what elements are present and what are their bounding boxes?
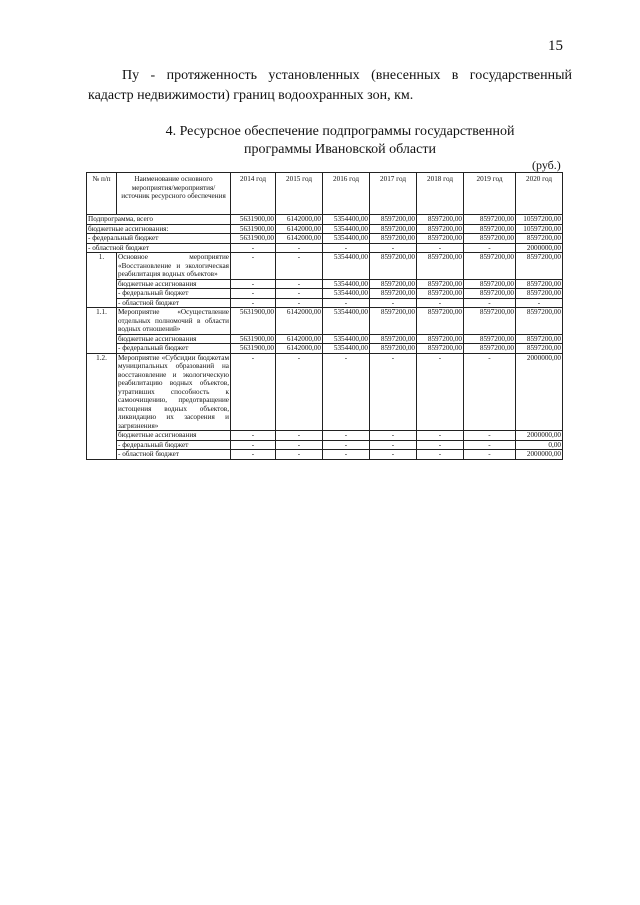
value-cell: 8597200,00: [370, 215, 417, 225]
value-cell: 8597200,00: [516, 334, 563, 344]
value-cell: 2000000,00: [516, 450, 563, 460]
value-cell: 8597200,00: [516, 234, 563, 244]
header-cell: 2015 год: [276, 173, 323, 215]
value-cell: -: [417, 298, 464, 308]
value-cell: -: [464, 431, 516, 441]
value-cell: 8597200,00: [370, 253, 417, 280]
row-label: - федеральный бюджет: [117, 440, 231, 450]
row-label: Подпрограмма, всего: [87, 215, 231, 225]
value-cell: 8597200,00: [370, 279, 417, 289]
value-cell: 8597200,00: [516, 253, 563, 280]
value-cell: 5354400,00: [323, 344, 370, 354]
value-cell: -: [323, 243, 370, 253]
value-cell: 8597200,00: [417, 215, 464, 225]
header-cell: 2020 год: [516, 173, 563, 215]
header-cell: 2019 год: [464, 173, 516, 215]
row-label: - федеральный бюджет: [87, 234, 231, 244]
summary-row: [87, 234, 563, 244]
value-cell: 8597200,00: [516, 279, 563, 289]
value-cell: -: [231, 243, 276, 253]
value-cell: -: [231, 253, 276, 280]
value-cell: 5631900,00: [231, 308, 276, 335]
activity-number: 1.: [87, 253, 117, 308]
value-cell: 2000000,00: [516, 431, 563, 441]
value-cell: -: [464, 298, 516, 308]
value-cell: 8597200,00: [417, 234, 464, 244]
summary-row: [87, 243, 563, 253]
funding-source-row: [87, 289, 563, 299]
header-cell: 2018 год: [417, 173, 464, 215]
activity-title: Основное мероприятие «Восстановление и экологическая реабилитация водных объектов»: [118, 253, 229, 278]
activity-row: [87, 253, 563, 280]
value-cell: -: [276, 440, 323, 450]
value-cell: 8597200,00: [464, 224, 516, 234]
value-cell: -: [464, 353, 516, 431]
value-cell: -: [231, 431, 276, 441]
value-cell: 8597200,00: [370, 334, 417, 344]
value-cell: 8597200,00: [516, 289, 563, 299]
header-cell: 2017 год: [370, 173, 417, 215]
value-cell: -: [276, 279, 323, 289]
value-cell: 10597200,00: [516, 215, 563, 225]
activity-title: Мероприятие «Осуществление отдельных полномочий в области водных отношений»: [118, 308, 229, 333]
header-cell: 2014 год: [231, 173, 276, 215]
value-cell: 8597200,00: [417, 308, 464, 335]
value-cell: 8597200,00: [464, 234, 516, 244]
value-cell: -: [323, 431, 370, 441]
intro-paragraph: Пу - протяженность установленных (внесенных в государственный кадастр недвижимости) границ водоохранных зон, км.: [88, 68, 572, 103]
value-cell: -: [231, 450, 276, 460]
value-cell: 5354400,00: [323, 308, 370, 335]
funding-source-row: [87, 279, 563, 289]
header-cell: Наименование основного мероприятия/мероприятия/ источник ресурсного обеспечения: [117, 173, 231, 215]
funding-source-row: [87, 440, 563, 450]
value-cell: -: [417, 353, 464, 431]
header-cell: № п/п: [87, 173, 117, 215]
value-cell: 2000000,00: [516, 353, 563, 431]
value-cell: 8597200,00: [417, 224, 464, 234]
value-cell: -: [276, 298, 323, 308]
value-cell: -: [276, 450, 323, 460]
page-number: 15: [548, 38, 563, 54]
summary-row: [87, 215, 563, 225]
summary-row: [87, 224, 563, 234]
value-cell: 8597200,00: [464, 334, 516, 344]
value-cell: 5631900,00: [231, 224, 276, 234]
funding-source-row: [87, 431, 563, 441]
row-label: - федеральный бюджет: [117, 344, 231, 354]
row-label: - областной бюджет: [117, 298, 231, 308]
value-cell: 8597200,00: [516, 344, 563, 354]
value-cell: -: [323, 298, 370, 308]
value-cell: 8597200,00: [417, 344, 464, 354]
value-cell: 5631900,00: [231, 215, 276, 225]
value-cell: 2000000,00: [516, 243, 563, 253]
value-cell: -: [276, 431, 323, 441]
value-cell: 8597200,00: [464, 308, 516, 335]
value-cell: 5354400,00: [323, 279, 370, 289]
row-label: бюджетные ассигнования: [117, 279, 231, 289]
row-label: - федеральный бюджет: [117, 289, 231, 299]
value-cell: -: [417, 431, 464, 441]
value-cell: -: [276, 253, 323, 280]
value-cell: 8597200,00: [370, 289, 417, 299]
value-cell: 8597200,00: [464, 289, 516, 299]
value-cell: -: [231, 440, 276, 450]
value-cell: 8597200,00: [464, 279, 516, 289]
value-cell: -: [276, 353, 323, 431]
funding-source-row: [87, 298, 563, 308]
unit-label: (руб.): [532, 158, 561, 172]
value-cell: -: [276, 289, 323, 299]
value-cell: 6142000,00: [276, 334, 323, 344]
value-cell: 8597200,00: [417, 253, 464, 280]
value-cell: -: [370, 243, 417, 253]
table-header-row: [87, 173, 563, 215]
value-cell: -: [231, 298, 276, 308]
row-label: - областной бюджет: [87, 243, 231, 253]
funding-source-row: [87, 450, 563, 460]
value-cell: 6142000,00: [276, 224, 323, 234]
value-cell: -: [417, 450, 464, 460]
row-label: - областной бюджет: [117, 450, 231, 460]
value-cell: 5354400,00: [323, 215, 370, 225]
value-cell: 8597200,00: [464, 215, 516, 225]
value-cell: 8597200,00: [464, 344, 516, 354]
value-cell: -: [323, 440, 370, 450]
value-cell: 5631900,00: [231, 234, 276, 244]
value-cell: -: [231, 279, 276, 289]
row-label: бюджетные ассигнования: [117, 334, 231, 344]
value-cell: 0,00: [516, 440, 563, 450]
activity-number: 1.2.: [87, 353, 117, 459]
value-cell: 8597200,00: [370, 234, 417, 244]
activity-title: Мероприятие «Субсидии бюджетам муниципальных образований на восстановление и экологическую реабилитацию водных объектов, утративших способность к самоочищению, предотвращение истощения водных объектов, ликвидацию их засорения и загрязнения»: [118, 353, 229, 430]
value-cell: -: [370, 431, 417, 441]
value-cell: 8597200,00: [464, 253, 516, 280]
value-cell: -: [464, 243, 516, 253]
resource-table: [86, 172, 563, 460]
value-cell: -: [231, 353, 276, 431]
value-cell: 6142000,00: [276, 215, 323, 225]
row-label: бюджетные ассигнования: [117, 431, 231, 441]
value-cell: 8597200,00: [370, 344, 417, 354]
value-cell: -: [464, 450, 516, 460]
header-cell: 2016 год: [323, 173, 370, 215]
value-cell: 5354400,00: [323, 253, 370, 280]
funding-source-row: [87, 334, 563, 344]
section-heading: 4. Ресурсное обеспечение подпрограммы государственной программы Ивановской области: [165, 124, 515, 157]
row-label: бюджетные ассигнования:: [87, 224, 231, 234]
value-cell: -: [370, 353, 417, 431]
value-cell: 5354400,00: [323, 289, 370, 299]
value-cell: 6142000,00: [276, 308, 323, 335]
value-cell: 8597200,00: [417, 289, 464, 299]
value-cell: 5354400,00: [323, 224, 370, 234]
value-cell: -: [323, 450, 370, 460]
value-cell: -: [231, 289, 276, 299]
value-cell: 6142000,00: [276, 234, 323, 244]
value-cell: 10597200,00: [516, 224, 563, 234]
value-cell: -: [417, 243, 464, 253]
value-cell: 5631900,00: [231, 334, 276, 344]
value-cell: 8597200,00: [516, 308, 563, 335]
value-cell: 5631900,00: [231, 344, 276, 354]
value-cell: -: [370, 440, 417, 450]
value-cell: -: [417, 440, 464, 450]
value-cell: 5354400,00: [323, 234, 370, 244]
value-cell: -: [276, 243, 323, 253]
value-cell: 5354400,00: [323, 334, 370, 344]
value-cell: 8597200,00: [370, 224, 417, 234]
value-cell: 8597200,00: [417, 279, 464, 289]
value-cell: -: [370, 298, 417, 308]
value-cell: -: [464, 440, 516, 450]
activity-row: [87, 308, 563, 335]
value-cell: 6142000,00: [276, 344, 323, 354]
activity-row: [87, 353, 563, 431]
value-cell: -: [516, 298, 563, 308]
value-cell: 8597200,00: [370, 308, 417, 335]
value-cell: -: [370, 450, 417, 460]
value-cell: 8597200,00: [417, 334, 464, 344]
value-cell: -: [323, 353, 370, 431]
activity-number: 1.1.: [87, 308, 117, 354]
funding-source-row: [87, 344, 563, 354]
